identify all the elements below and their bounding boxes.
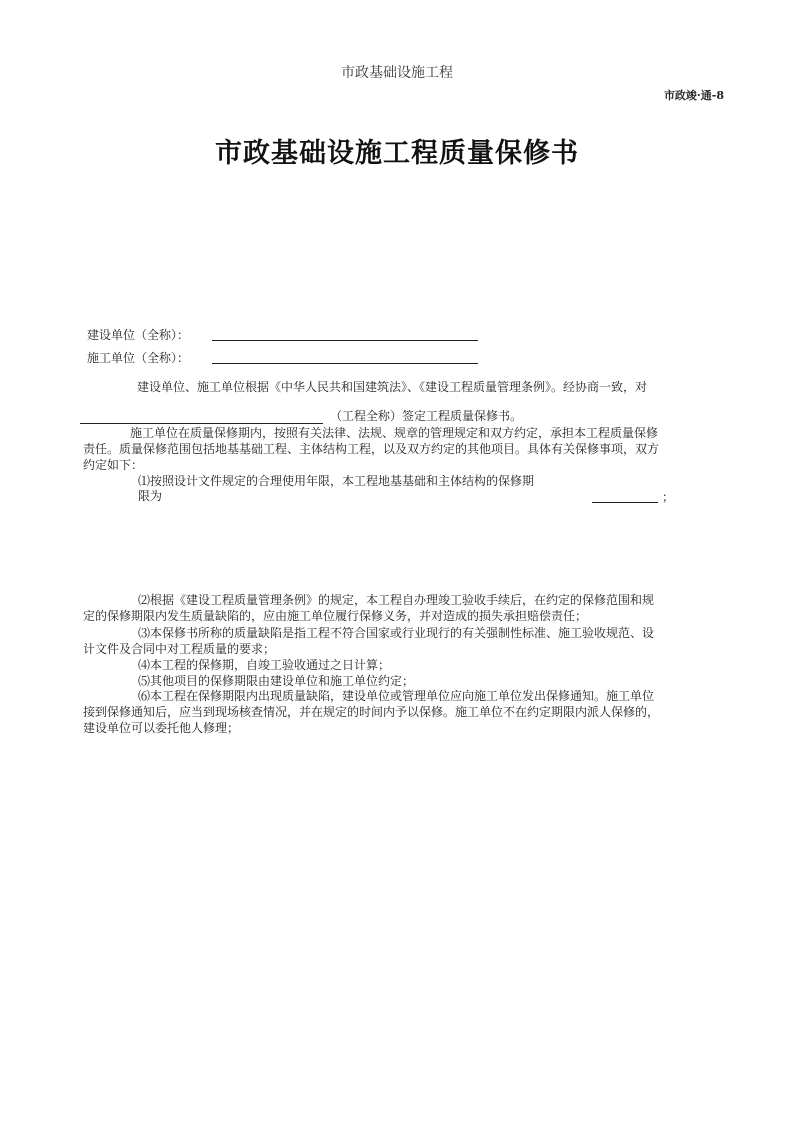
project-name-field[interactable] [80, 423, 323, 424]
item5: ⑸其他项目的保修期限由建设单位和施工单位约定； [138, 674, 415, 688]
page-title: 市政基础设施工程质量保修书 [215, 138, 579, 169]
item3-line-1: ⑶本保修书所称的质量缺陷是指工程不符合国家或行业现行的有关强制性标准、施工验收规范、设 [138, 626, 655, 640]
construct-unit-label: 施工单位（全称）： [87, 351, 190, 365]
build-unit-field[interactable] [212, 340, 478, 341]
warranty-period-field[interactable] [592, 502, 658, 503]
item6-line-2: 接到保修通知后，应当到现场核查情况，并在规定的时间内予以保修。施工单位不在约定期限内派人保修的， [83, 705, 660, 719]
document-header: 市政基础设施工程 [341, 65, 453, 81]
item1-end: ； [662, 490, 675, 504]
item2-line-2: 定的保修期限内发生质量缺陷的，应由施工单位履行保修义务，并对造成的损失承担赔偿责任； [83, 609, 588, 623]
item3-line-2: 计文件及合同中对工程质量的要求； [83, 642, 276, 656]
intro-line-2: （工程全称）签定工程质量保修书。 [330, 409, 523, 423]
intro-line-1: 建设单位、施工单位根据《中华人民共和国建筑法》、《建设工程质量管理条例》。经协商一致，对 [137, 380, 648, 394]
item6-line-3: 建设单位可以委托他人修理； [83, 721, 240, 735]
item1-line-2: 限为 [138, 489, 163, 503]
form-code: 市政竣·通-8 [663, 89, 724, 102]
para1-line-3: 约定如下： [83, 458, 144, 472]
para1-line-1: 施工单位在质量保修期内，按照有关法律、法规、规章的管理规定和双方约定，承担本工程质量保修 [130, 426, 659, 440]
item1-line-1: ⑴按照设计文件规定的合理使用年限，本工程地基基础和主体结构的保修期 [138, 474, 535, 488]
construct-unit-field[interactable] [212, 363, 478, 364]
para1-line-2: 责任。质量保修范围包括地基基础工程、主体结构工程，以及双方约定的其他项目。具体有关保修事项，双方 [83, 442, 660, 456]
item2-line-1: ⑵根据《建设工程质量管理条例》的规定，本工程自办理竣工验收手续后，在约定的保修范围和规 [138, 593, 655, 607]
item6-line-1: ⑹本工程在保修期限内出现质量缺陷，建设单位或管理单位应向施工单位发出保修通知。施工单位 [138, 689, 655, 703]
build-unit-label: 建设单位（全称）： [87, 328, 190, 342]
item4: ⑷本工程的保修期，自竣工验收通过之日计算； [138, 658, 391, 672]
